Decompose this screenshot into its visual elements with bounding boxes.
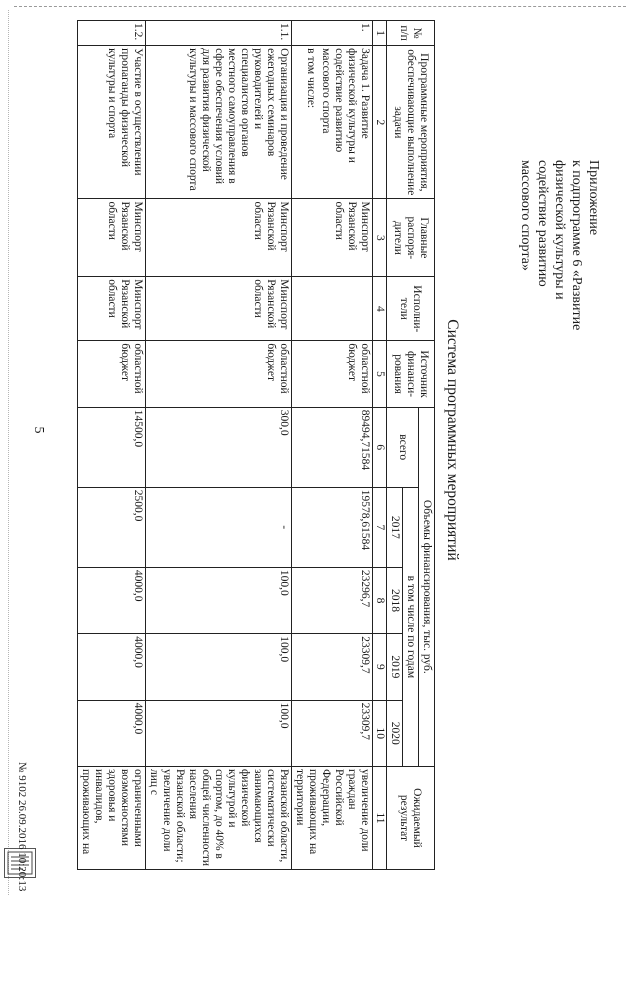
header-total: всего — [387, 407, 419, 487]
header-year-2019: 2019 — [387, 634, 403, 700]
col-number: 8 — [373, 567, 387, 633]
row-source: областной бюджет — [78, 341, 146, 407]
scan-edge-top — [14, 6, 626, 7]
col-number: 5 — [373, 341, 387, 407]
row-measure-text: Задача 1. Развитие физической культуры и содействие развитию массового спорта — [320, 48, 371, 163]
header-result: Ожидаемый результат — [387, 766, 435, 869]
row-total: 14500,0 — [78, 407, 146, 487]
row-2018: 4000,0 — [78, 567, 146, 633]
header-executors: Исполни-тели — [387, 277, 435, 341]
row-total: 89494,71584 — [292, 407, 373, 487]
row-2020: 4000,0 — [78, 700, 146, 766]
header-num: № п/п — [387, 21, 435, 46]
row-manager: Минспорт Рязанской области — [78, 199, 146, 277]
row-2019: 100,0 — [146, 634, 292, 700]
row-manager: Минспорт Рязанской области — [292, 199, 373, 277]
table-row — [146, 21, 292, 870]
row-2019: 4000,0 — [78, 634, 146, 700]
program-measures-table — [77, 20, 435, 870]
scan-edge-left — [8, 10, 9, 895]
appendix-line: Приложение — [586, 160, 601, 236]
row-2019: 23309,7 — [292, 634, 373, 700]
row-executor: Минспорт Рязанской области — [78, 277, 146, 341]
appendix-note — [517, 160, 602, 380]
table-row — [292, 21, 373, 870]
page-number: 5 — [31, 426, 46, 434]
row-2018: 100,0 — [146, 567, 292, 633]
header-funding: Объемы финансирования, тыс. руб. — [419, 407, 435, 766]
col-number: 2 — [373, 46, 387, 199]
row-num: 1.2. — [78, 21, 146, 46]
header-source: Источник финанси-рования — [387, 341, 435, 407]
row-result: ограниченными возможностями здоровья и инвалидов, проживающих на — [78, 766, 146, 869]
appendix-line: содействие развитию — [535, 160, 550, 287]
row-measure — [292, 46, 373, 199]
col-number: 6 — [373, 407, 387, 487]
header-managers: Главные распоря-дители — [387, 199, 435, 277]
row-2020: 100,0 — [146, 700, 292, 766]
header-by-year: в том числе по годам — [403, 487, 419, 766]
row-2020: 23309,7 — [292, 700, 373, 766]
row-measure: Организация и проведение ежегодных семинаров руководителей и специалистов органов местного самоуправления в сфере обеспечения условий для развития физической культуры и массового спорта — [146, 46, 292, 199]
row-2017: - — [146, 487, 292, 567]
row-2017: 19578,61584 — [292, 487, 373, 567]
row-2017: 2500,0 — [78, 487, 146, 567]
col-number: 11 — [373, 766, 387, 869]
header-year-2017: 2017 — [387, 487, 403, 567]
header-year-2020: 2020 — [387, 700, 403, 766]
row-executor: Минспорт Рязанской области — [146, 277, 292, 341]
table-title: Система программных мероприятий — [444, 319, 461, 561]
col-number: 4 — [373, 277, 387, 341]
row-result: Рязанской области, систематически занимающихся физической культурой и спортом, до 40% в общей численности населения Рязанской области; увеличение доли лиц с — [146, 766, 292, 869]
row-source: областной бюджет — [146, 341, 292, 407]
row-source: областной бюджет — [292, 341, 373, 407]
document-page — [35, 20, 605, 870]
col-number: 1 — [373, 21, 387, 46]
col-number: 3 — [373, 199, 387, 277]
row-result: увеличение доли граждан Российской Федерации, проживающих на территории — [292, 766, 373, 869]
header-measures: Программные мероприятия, обеспечивающие выполнение задачи — [387, 46, 435, 199]
row-num: 1. — [292, 21, 373, 46]
appendix-line: массового спорта» — [518, 160, 533, 271]
table-row — [78, 21, 146, 870]
row-num: 1.1. — [146, 21, 292, 46]
col-number: 10 — [373, 700, 387, 766]
header-year-2018: 2018 — [387, 567, 403, 633]
row-2018: 23296,7 — [292, 567, 373, 633]
row-measure: Участие в осуществлении пропаганды физической культуры и спорта — [78, 46, 146, 199]
appendix-line: к подпрограмме 6 «Развитие — [569, 160, 584, 331]
row-measure-extra: в том числе: — [305, 48, 317, 109]
row-total: 300,0 — [146, 407, 292, 487]
col-number: 9 — [373, 634, 387, 700]
row-manager: Минспорт Рязанской области — [146, 199, 292, 277]
registration-number: № 9102 26.09.2016 10:20:13 — [16, 762, 28, 892]
row-executor — [292, 277, 373, 341]
appendix-line: физической культуры и — [552, 160, 567, 300]
col-number: 7 — [373, 487, 387, 567]
